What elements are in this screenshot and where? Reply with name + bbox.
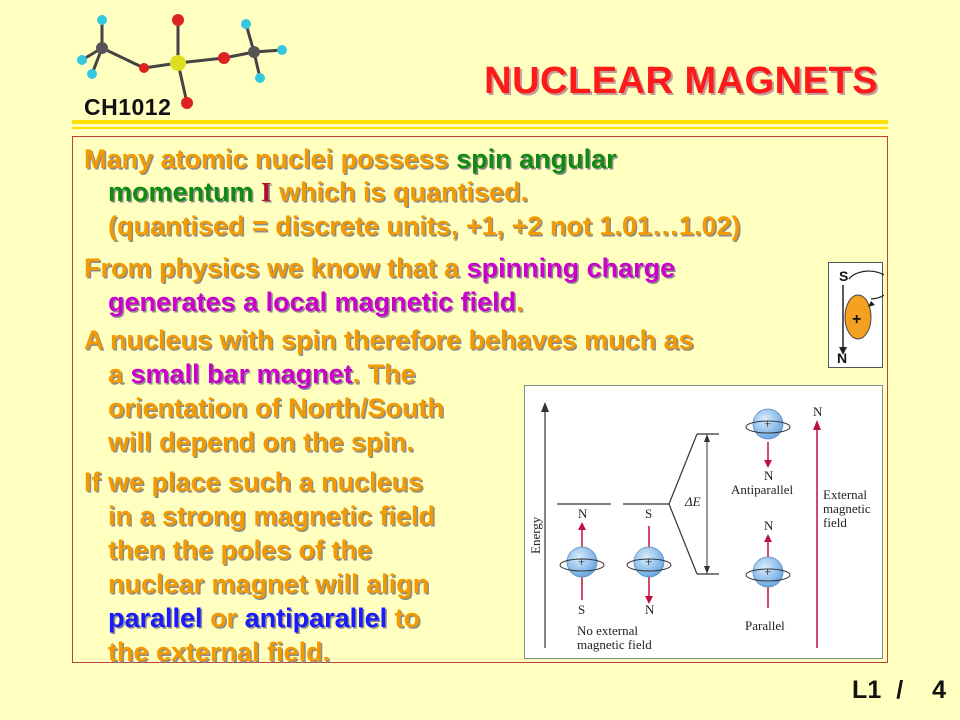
- no-field-caption-2: magnetic field: [577, 637, 652, 652]
- p1-line3: [108, 211, 740, 242]
- p3-line2: [108, 359, 416, 390]
- p1-momentum: momentum: [108, 177, 262, 207]
- p4-line4: [108, 569, 429, 600]
- bar-magnet-charge: +: [852, 311, 862, 328]
- p4-line2: [108, 501, 435, 532]
- field-caption-2: magnetic: [823, 501, 871, 516]
- slide-title: NUCLEAR MAGNETS: [484, 60, 878, 102]
- p4-antiparallel: antiparallel: [244, 603, 388, 633]
- p1-quantised-note: (quantised = discrete units, +1, +2 not 1.01…1.02): [108, 211, 741, 241]
- p1-line1: [84, 144, 617, 175]
- spin-energy-diagram: [525, 386, 884, 660]
- bar-magnet-icon: [828, 262, 883, 368]
- field-arrow-label: N: [813, 404, 823, 419]
- title-rule-thin: [72, 127, 888, 129]
- p4-text-c: then the poles of the: [108, 535, 373, 565]
- antiparallel-pole: N: [764, 468, 774, 483]
- course-code: CH1012: [84, 94, 172, 120]
- nucleus1-bottom-pole: S: [578, 602, 586, 617]
- bar-magnet-s-label: S: [839, 268, 849, 284]
- parallel-label: Parallel: [745, 618, 785, 633]
- p3-line3: [108, 393, 444, 424]
- p4-parallel: parallel: [108, 603, 203, 633]
- p3-text-b: a: [108, 359, 131, 389]
- bar-magnet-n-label: N: [837, 350, 848, 366]
- p4-text-a: If we place such a nucleus: [84, 467, 424, 497]
- p1-symbol-i: I: [261, 177, 272, 207]
- p4-text-b: in a strong magnetic field: [108, 501, 436, 531]
- p4-to: to: [387, 603, 421, 633]
- p3-text-a: A nucleus with spin therefore behaves much as: [84, 325, 694, 355]
- nucleus2-charge: +: [645, 554, 653, 569]
- nucleus1-top-pole: N: [578, 506, 588, 521]
- antiparallel-label: Antiparallel: [731, 482, 794, 497]
- p1-text-e: which is quantised.: [271, 177, 529, 207]
- p4-line5: [108, 603, 420, 634]
- p2-spinning-charge: spinning charge: [466, 253, 676, 283]
- p4-text-d: nuclear magnet will align: [108, 569, 430, 599]
- energy-axis-label: Energy: [528, 516, 543, 554]
- p1-line2: [108, 177, 528, 208]
- p3-text-d: . The: [352, 359, 416, 389]
- p2-line2: [108, 287, 524, 318]
- antiparallel-charge: +: [764, 416, 772, 431]
- p2-period: .: [516, 287, 524, 317]
- nucleus2-top-pole: S: [645, 506, 653, 521]
- p4-text-i: the external field.: [108, 637, 331, 667]
- lecture-number: L1: [852, 676, 882, 704]
- nucleus2-bottom-pole: N: [645, 602, 655, 617]
- p3-text-e: orientation of North/South: [108, 393, 444, 423]
- p3-small-bar-magnet: small bar magnet: [130, 359, 353, 389]
- field-caption-3: field: [823, 515, 847, 530]
- parallel-charge: +: [764, 564, 772, 579]
- p4-line3: [108, 535, 372, 566]
- p4-line6: [108, 637, 330, 668]
- slide-footer: [852, 676, 946, 705]
- p2-text-a: From physics we know that a: [84, 253, 467, 283]
- page-number: 4: [932, 676, 946, 704]
- footer-separator: /: [896, 676, 904, 704]
- no-field-caption-1: No external: [577, 623, 639, 638]
- nucleus1-charge: +: [578, 554, 586, 569]
- title-rule: [72, 120, 888, 124]
- p2-line1: [84, 253, 675, 284]
- p3-line1: [84, 325, 694, 356]
- field-caption-1: External: [823, 487, 868, 502]
- p4-or: or: [202, 603, 245, 633]
- parallel-pole: N: [764, 518, 774, 533]
- spin-energy-figure: [524, 385, 883, 659]
- p1-spin-angular: spin angular: [456, 144, 617, 174]
- p2-local-field: generates a local magnetic field: [108, 287, 517, 317]
- delta-e-label: ΔE: [685, 494, 701, 509]
- p3-text-f: will depend on the spin.: [108, 427, 415, 457]
- bar-magnet-drawing: [829, 263, 884, 369]
- p1-text-a: Many atomic nuclei possess: [84, 144, 457, 174]
- p4-line1: [84, 467, 423, 498]
- p3-line4: [108, 427, 414, 458]
